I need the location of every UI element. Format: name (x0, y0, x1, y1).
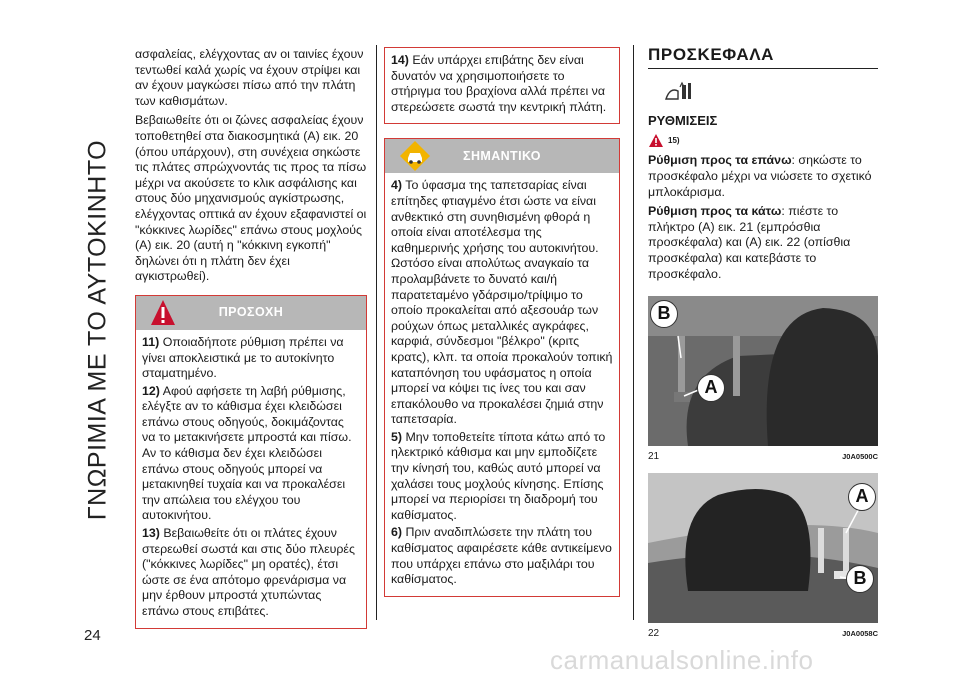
column-divider (376, 45, 377, 620)
page-number: 24 (84, 627, 101, 644)
subheading: ΡΥΘΜΙΣΕΙΣ (648, 113, 718, 129)
note-number: 6) (391, 525, 403, 540)
column-3 (648, 47, 878, 649)
note-text: Οποιαδήποτε ρύθμιση πρέπει να γίνει αποκλειστικά με το αυτοκίνητο σταματημένο. (142, 334, 344, 381)
important-box (384, 138, 620, 596)
note-number: 4) (391, 178, 403, 193)
note-number: 11) (142, 334, 160, 349)
side-chapter-title-text: ΓΝΩΡΙΜΙΑ ΜΕ ΤΟ ΑΥΤΟΚΙΝΗΤΟ (83, 139, 112, 521)
note-number: 14) (391, 53, 409, 67)
side-chapter-title (68, 40, 128, 620)
label-b: B (650, 300, 678, 328)
note-number: 13) (142, 526, 160, 541)
note-number: 12) (142, 383, 160, 398)
label-a: A (848, 483, 876, 511)
figure-22-photo (648, 473, 878, 623)
paragraph (648, 153, 878, 200)
figure-code: J0A0058C (842, 628, 878, 638)
column-2 (384, 47, 620, 597)
instruction-text: : σηκώστε το προσκέφαλο μέχρι να νιώσετε το σχετικό μπλοκάρισμα. (648, 153, 872, 199)
instruction-text: : πιέστε το πλήκτρο (A) εικ. 21 (εμπρόσθια προσκέφαλα) και (A) εικ. 22 (οπίσθια προσκέφαλα) και κατεβάστε το προσκέφαλο. (648, 204, 851, 281)
warning-box-body (385, 48, 619, 123)
note-item (142, 335, 360, 382)
note-item (391, 178, 613, 428)
warning-icon (150, 299, 176, 332)
figure-caption (648, 449, 878, 465)
important-box-header (385, 139, 619, 173)
instruction-label: Ρύθμιση προς τα επάνω (648, 153, 792, 168)
column-divider (633, 45, 634, 620)
note-text: Εάν υπάρχει επιβάτης δεν είναι δυνατόν να χρησιμοποιήσετε το στήριγμα του βραχίονα αλλά πρέπει να στερεώσετε σωστά την κεντρική πλάτη. (391, 53, 607, 114)
note-item (391, 53, 613, 115)
note-item (142, 384, 360, 524)
note-text: Μην τοποθετείτε τίποτα κάτω από το ηλεκτρικό κάθισμα και μην εμποδίζετε την κίνησή του, καθώς αυτό μπορεί να χαλάσει τους μοχλούς κίνησης. Επίσης μπορεί να περιορίσει τη διαδρομή του καθίσματος. (391, 429, 606, 522)
note-item (391, 430, 613, 524)
warning-reference-number: 15) (668, 135, 680, 145)
important-box-body (385, 173, 619, 595)
note-item (391, 525, 613, 587)
watermark: carmanualsonline.info (550, 645, 814, 675)
figure-21-photo (648, 296, 878, 446)
paragraph (648, 204, 878, 282)
figure-code: J0A0500C (842, 452, 878, 462)
figure-number: 22 (648, 627, 660, 639)
note-text: Πριν αναδιπλώσετε την πλάτη του καθίσματος αφαιρέσετε κάθε αντικείμενο που υπάρχει επάνω στο μαξιλάρι του καθίσματος. (391, 525, 612, 587)
paragraph: Βεβαιωθείτε ότι οι ζώνες ασφαλείας έχουν τοποθετηθεί στα διακοσμητικά (A) εικ. 20 (όπου υπάρχουν), στη συνέχεια σηκώστε τις πλάτες σπρώχνοντάς τις προς τα πίσω μέχρι να ακούσετε το κλικ ασφάλισης και στους δύο μηχανισμούς αγκίστρωσης, ελέγχοντας οπτικά αν έχουν εξαφανιστεί οι "κόκκινες λωρίδες" επάνω στους μοχλούς (A) εικ. 20 (αυτή η "κόκκινη εγκοπή" δηλώνει ότι η πλάτη δεν έχει αγκιστρωθεί). (135, 113, 367, 284)
warning-box (135, 295, 367, 629)
note-item (142, 526, 360, 620)
warning-box-body (136, 330, 366, 628)
note-text: Βεβαιωθείτε ότι οι πλάτες έχουν στερεωθεί σωστά και στις δύο πλευρές ("κόκκινες λωρίδες" μη ορατές), έτσι ώστε σε ένα απότομο φρενάρισμα να μην έρθουν μπροστά χτυπώντας επάνω στους επιβάτες. (142, 526, 355, 618)
warning-reference (648, 133, 878, 149)
figure-caption (648, 626, 878, 642)
label-b: B (846, 565, 874, 593)
figure-number: 21 (648, 451, 660, 463)
section-title: ΠΡΟΣΚΕΦΑΛΑ (648, 47, 878, 69)
warning-box-title: ΠΡΟΣΟΧΗ (218, 305, 284, 320)
warning-box-continued (384, 47, 620, 124)
important-box-title: ΣΗΜΑΝΤΙΚΟ (463, 148, 541, 163)
paragraph: ασφαλείας, ελέγχοντας αν οι ταινίες έχουν τεντωθεί καλά χωρίς να έχουν στρίψει και αν έχουν μαγκώσει πίσω από την πλάτη των καθισμάτων. (135, 47, 364, 108)
note-text: Αφού αφήσετε τη λαβή ρύθμισης, ελέγξτε αν το κάθισμα έχει κλειδώσει επάνω στους οδηγούς, δοκιμάζοντας να το μετακινήσετε μπροστά και πίσω. Αν το κάθισμα δεν έχει κλειδώσει επάνω στους οδηγούς μπορεί να μετακινηθεί τυχαία και να προκαλέσει την απώλεια του ελέγχου του αυτοκινήτου. (142, 383, 352, 523)
warning-icon (648, 133, 664, 148)
car-damage-icon (399, 140, 431, 177)
headrest-symbol-icon (662, 81, 878, 108)
label-a: A (697, 374, 725, 402)
note-text: Το ύφασμα της ταπετσαρίας είναι επίτηδες φτιαγμένο έτσι ώστε να είναι ανθεκτικό στη συνηθισμένη φθορά η οποία είναι αποτέλεσμα της καθημερινής χρήσης του αυτοκινήτου. Ωστόσο είναι απολύτως αναγκαίο τα προλαμβάνετε το δυνατό και/ή παρατεταμένο γδάρσιμο/τρίψιμο το οποίο προκαλείται από αξεσουάρ των ρούχων όπως μεταλλικές αγκράφες, καρφιά, σύνδεσμοι "βέλκρο" (κριτς κρατς), κλπ. τα οποία προκαλούν τοπική καταπόνηση του υφάσματος η οποία μπορεί να κόψει τις ίνες του και σαν επακόλουθο να προκαλέσει ζημιά στην ταπετσαρία. (391, 178, 613, 427)
warning-box-header (136, 296, 366, 330)
instruction-label: Ρύθμιση προς τα κάτω (648, 204, 782, 219)
note-number: 5) (391, 429, 403, 444)
column-1 (135, 47, 367, 629)
